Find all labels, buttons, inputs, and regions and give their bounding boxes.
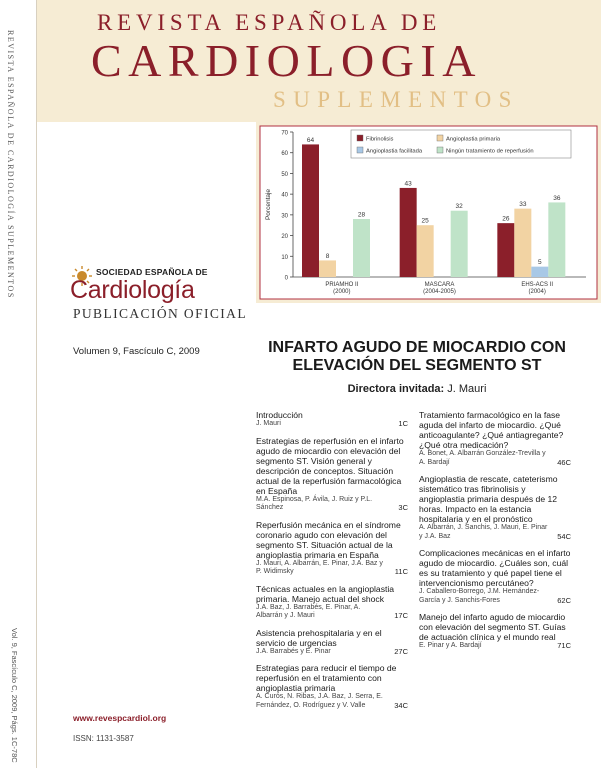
toc-entry-authors: J.A. Barrabés y E. Pinar	[256, 647, 331, 655]
bar-value-label: 64	[306, 136, 315, 144]
toc-entry-authors: J. Caballero-Borrego, J.M. Hernández-García y J. Sanchis-Fores	[419, 588, 540, 604]
toc-entry[interactable]	[256, 584, 408, 621]
toc-entry-page: 1C	[398, 419, 408, 428]
toc-entry[interactable]	[256, 663, 408, 710]
bar	[319, 260, 336, 277]
y-tick-label: 60	[281, 151, 288, 158]
toc-entry-authors: J.A. Baz, J. Barrabés, E. Pinar, A. Albarrán y J. Mauri	[256, 603, 361, 619]
y-tick-label: 10	[281, 254, 288, 261]
issue-title	[256, 339, 578, 375]
bar-value-label: 8	[325, 252, 330, 260]
bar-value-label: 26	[502, 215, 510, 223]
toc-entry[interactable]	[419, 548, 571, 605]
society-name: SOCIEDAD ESPAÑOLA DE	[96, 267, 208, 277]
society-wordmark: Cardiología	[70, 276, 195, 304]
toc-entry-title: Asistencia prehospitalaria y en el servicio de urgencias	[256, 627, 382, 648]
y-tick-label: 30	[281, 213, 288, 220]
toc-entry[interactable]	[256, 410, 408, 429]
toc-column-left	[256, 410, 408, 717]
toc-entry-title: Complicaciones mecánicas en el infarto agudo de miocardio. ¿Cuáles son, cuál es su tratamiento y qué papel tiene el intervencionismo percutáneo?	[419, 548, 571, 588]
bar	[417, 225, 434, 277]
legend-swatch	[437, 135, 443, 141]
toc-entry-authors: E. Pinar y A. Bardají	[419, 642, 482, 649]
volume-info: Volumen 9, Fascículo C, 2009	[73, 346, 200, 357]
y-tick-label: 40	[281, 192, 288, 199]
masthead-subtitle: SUPLEMENTOS	[273, 87, 519, 112]
chart-panel	[256, 122, 601, 303]
issn: ISSN: 1131-3587	[73, 734, 134, 743]
bar	[548, 202, 565, 277]
toc-entry[interactable]	[419, 612, 571, 651]
toc-entry-title: Estrategias para reducir el tiempo de reperfusión en el tratamiento con angioplastia primaria	[256, 663, 397, 693]
bar	[451, 211, 468, 277]
toc-entry[interactable]	[256, 436, 408, 513]
toc-entry-page: 71C	[557, 641, 571, 650]
toc-entry-title: Angioplastia de rescate, cateterismo sistemático tras fibrinolisis y angioplastia primaria después de 12 horas. Impacto en la estancia hospitalaria y en el pronóstico	[419, 474, 558, 524]
x-tick-label: MASCARA	[424, 282, 455, 288]
y-axis-label: Porcentaje	[265, 188, 272, 221]
issue-title-line1: INFARTO AGUDO DE MIOCARDIO CON	[268, 339, 566, 356]
bar	[400, 188, 417, 277]
bar-value-label: 33	[519, 201, 527, 209]
toc-entry[interactable]	[256, 520, 408, 577]
toc-entry[interactable]	[256, 628, 408, 657]
legend-label: Angioplastia facilitada	[366, 148, 423, 155]
legend-swatch	[357, 135, 363, 141]
masthead-title: CARDIOLOGIA	[91, 35, 482, 86]
legend-label: Fibrinolisis	[366, 136, 394, 143]
y-tick-label: 0	[284, 275, 288, 282]
toc-entry-authors: A. Curós, N. Ribas, J.A. Baz, J. Serra, E. Fernández, O. Rodríguez y V. Valle	[256, 693, 383, 709]
toc-entry-authors: M.A. Espinosa, P. Ávila, J. Ruiz y P.L. Sánchez	[256, 495, 373, 511]
bar	[514, 209, 531, 277]
issue-title-line2: ELEVACIÓN DEL SEGMENTO ST	[292, 357, 542, 374]
toc-entry-page: 27C	[394, 646, 408, 656]
toc-entry-authors: A. Albarrán, J. Sanchis, J. Mauri, E. Pinar y J.A. Baz	[419, 524, 548, 540]
legend-swatch	[357, 147, 363, 153]
bar	[302, 144, 319, 277]
y-tick-label: 70	[281, 130, 288, 137]
y-tick-label: 50	[281, 171, 288, 178]
bar-value-label: 25	[421, 217, 429, 225]
spine	[0, 0, 37, 768]
toc-entry-title: Técnicas actuales en la angioplastia primaria. Manejo actual del shock	[256, 583, 395, 604]
website-link[interactable]: www.revespcardiol.org	[73, 713, 167, 723]
bar	[353, 219, 370, 277]
toc-entry-page: 46C	[557, 457, 571, 467]
legend-label: Angioplastia primaria	[446, 136, 501, 143]
legend-swatch	[437, 147, 443, 153]
toc-entry-authors: A. Bonet, A. Albarrán González-Trevilla y A. Bardají	[419, 450, 546, 466]
guest-director-name: J. Mauri	[447, 383, 487, 395]
toc-entry-page: 54C	[557, 531, 571, 541]
toc-entry[interactable]	[419, 474, 571, 541]
toc-entry-title: Introducción	[256, 410, 303, 420]
toc-entry-authors: J. Mauri	[256, 420, 281, 427]
bar-value-label: 32	[455, 203, 463, 211]
bar-value-label: 28	[357, 211, 366, 219]
toc-entry-title: Manejo del infarto agudo de miocardio con elevación del segmento ST. Guías de actuación clínica y el mundo real	[419, 612, 566, 642]
toc-entry[interactable]	[419, 410, 571, 467]
legend-label: Ningún tratamiento de reperfusión	[446, 148, 534, 155]
x-tick-label: (2004)	[528, 289, 546, 295]
toc-column-right	[419, 410, 571, 658]
toc-entry-page: 34C	[394, 700, 408, 710]
toc-entry-title: Estrategias de reperfusión en el infarto agudo de miocardio con elevación del segmento ST. Visión general y descripción de conceptos. Situación actual de la reperfusión farmacológica en España	[256, 435, 404, 496]
bar	[531, 267, 548, 277]
x-tick-label: (2004-2005)	[423, 289, 456, 295]
toc-entry-title: Reperfusión mecánica en el síndrome coronario agudo con elevación del segmento ST. Situación actual de la angioplastia primaria en España	[256, 519, 401, 560]
toc-entry-page: 11C	[394, 567, 408, 576]
toc-entry-title: Tratamiento farmacológico en la fase aguda del infarto de miocardio. ¿Qué anticoagulante? ¿Qué antiagregante? ¿Qué otra medicación?	[419, 410, 564, 450]
masthead	[37, 0, 601, 122]
spine-title: REVISTA ESPAÑOLA DE CARDIOLOGÍA SUPLEMENTOS	[6, 30, 15, 299]
toc-entry-page: 17C	[394, 611, 408, 620]
publication-label: PUBLICACIÓN OFICIAL	[73, 306, 247, 321]
y-tick-label: 20	[281, 234, 288, 241]
masthead-line1: REVISTA ESPAÑOLA DE	[97, 10, 442, 35]
guest-director	[256, 383, 578, 395]
x-tick-label: EHS-ACS II	[521, 282, 554, 288]
toc-entry-authors: J. Mauri, A. Albarrán, E. Pinar, J.A. Baz y P. Widimsky	[256, 559, 383, 575]
x-tick-label: (2000)	[333, 289, 351, 295]
x-tick-label: PRIAMHO II	[325, 282, 359, 288]
toc-entry-page: 3C	[398, 503, 408, 512]
spine-volume: Vol. 9, Fascículo C, 2009, Págs. 1C-78C	[10, 628, 19, 763]
bar-value-label: 43	[404, 180, 412, 188]
bar-value-label: 5	[538, 259, 542, 267]
toc-entry-page: 62C	[557, 595, 571, 605]
bar	[497, 223, 514, 277]
bar-chart	[256, 122, 601, 303]
guest-director-label: Directora invitada:	[347, 383, 445, 395]
bar-value-label: 36	[553, 194, 561, 202]
